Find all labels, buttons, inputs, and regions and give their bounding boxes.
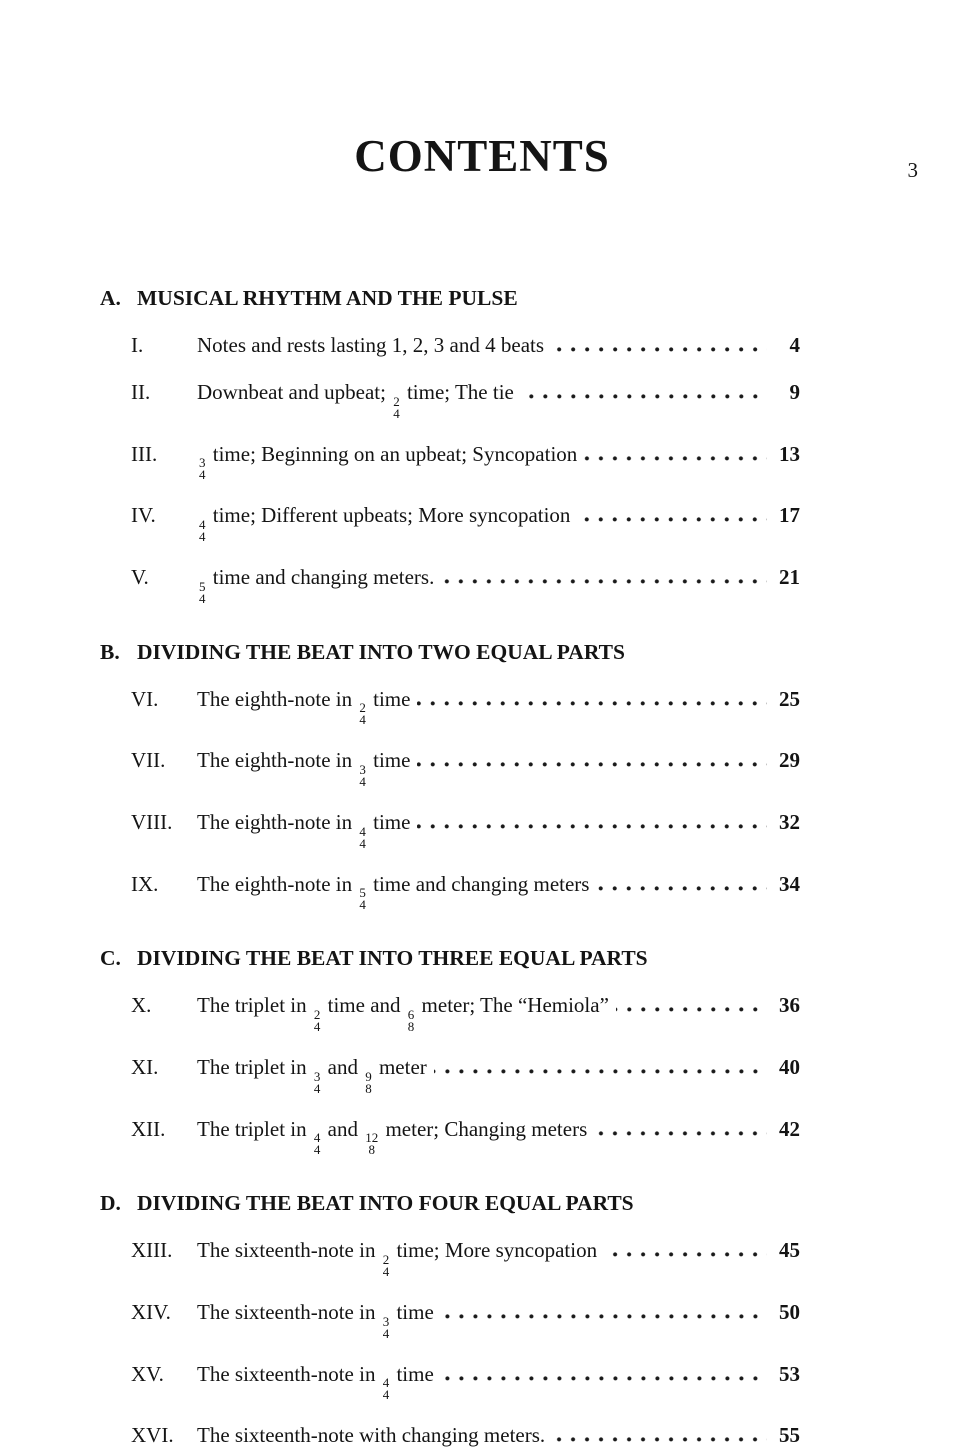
dot-leader bbox=[596, 886, 767, 891]
item-page-number: 50 bbox=[779, 1299, 800, 1324]
item-title: The triplet in 4 4 and 12 8 meter; Changing meters bbox=[197, 1116, 588, 1158]
item-title: The sixteenth-note in 3 4 time bbox=[197, 1299, 434, 1341]
item-page-number: 29 bbox=[779, 748, 800, 773]
section-label: D. bbox=[100, 1191, 121, 1216]
time-signature-fraction: 4 4 bbox=[382, 1375, 390, 1403]
dot-leader bbox=[616, 1007, 767, 1012]
item-numeral: III. bbox=[131, 441, 158, 466]
dot-leader bbox=[584, 456, 767, 461]
section-heading: MUSICAL RHYTHM AND THE PULSE bbox=[137, 286, 518, 310]
item-title: The eighth-note in 4 4 time bbox=[197, 809, 411, 851]
toc-item bbox=[100, 1117, 800, 1157]
item-title: The sixteenth-note in 4 4 time bbox=[197, 1361, 434, 1403]
item-page-number: 55 bbox=[779, 1423, 800, 1448]
toc-item bbox=[100, 810, 800, 850]
time-signature-fraction: 3 4 bbox=[199, 455, 206, 483]
item-title: The sixteenth-note in 2 4 time; More syncopation bbox=[197, 1238, 598, 1279]
item-numeral: I. bbox=[131, 333, 144, 357]
time-signature-fraction: 2 4 bbox=[382, 1251, 390, 1279]
dot-leader bbox=[441, 1376, 767, 1381]
item-title: The triplet in 2 4 time and 6 8 meter; The “Hemiola” bbox=[197, 993, 609, 1034]
toc-item bbox=[100, 687, 800, 727]
time-signature-fraction: 5 4 bbox=[359, 885, 366, 913]
item-page-number: 4 bbox=[789, 333, 800, 357]
toc-item bbox=[100, 503, 800, 543]
item-title: The eighth-note in 3 4 time bbox=[197, 748, 411, 789]
item-title: The eighth-note in 5 4 time and changing meters bbox=[197, 871, 590, 913]
item-title: 5 4 time and changing meters. bbox=[199, 564, 435, 606]
item-page-number: 21 bbox=[779, 564, 800, 589]
time-signature-fraction: 12 8 bbox=[365, 1130, 379, 1158]
dot-leader bbox=[521, 394, 767, 399]
item-numeral: V. bbox=[131, 564, 149, 589]
item-numeral: IV. bbox=[131, 503, 156, 528]
item-title: Downbeat and upbeat; 2 4 time; The tie bbox=[197, 380, 514, 421]
table-of-contents bbox=[100, 286, 800, 1448]
toc-item bbox=[100, 565, 800, 605]
toc-item bbox=[100, 1238, 800, 1278]
item-numeral: II. bbox=[131, 380, 151, 404]
dot-leader bbox=[417, 824, 767, 829]
toc-item bbox=[100, 1055, 800, 1095]
toc-section-c bbox=[100, 946, 800, 1156]
section-heading-row bbox=[100, 1191, 800, 1216]
item-page-number: 9 bbox=[789, 380, 800, 404]
dot-leader bbox=[441, 1314, 767, 1319]
dot-leader bbox=[441, 579, 767, 584]
section-label: B. bbox=[100, 639, 120, 664]
item-title: The triplet in 3 4 and 9 8 meter bbox=[197, 1054, 427, 1096]
dot-leader bbox=[434, 1069, 767, 1074]
item-page-number: 32 bbox=[779, 809, 800, 834]
time-signature-fraction: 4 4 bbox=[199, 517, 206, 545]
item-numeral: XI. bbox=[131, 1054, 159, 1079]
item-numeral: XIII. bbox=[131, 1238, 173, 1263]
toc-item bbox=[100, 993, 800, 1033]
item-page-number: 40 bbox=[779, 1054, 800, 1079]
time-signature-fraction: 4 4 bbox=[359, 823, 366, 851]
time-signature-fraction: 3 4 bbox=[313, 1068, 321, 1096]
toc-item bbox=[100, 872, 800, 912]
dot-leader bbox=[551, 347, 767, 352]
section-heading: DIVIDING THE BEAT INTO THREE EQUAL PARTS bbox=[137, 946, 648, 971]
dot-leader bbox=[552, 1437, 767, 1442]
section-label: A. bbox=[100, 286, 121, 310]
item-numeral: XII. bbox=[131, 1116, 166, 1141]
dot-leader bbox=[417, 701, 767, 706]
dot-leader bbox=[604, 1252, 767, 1257]
item-numeral: XIV. bbox=[131, 1299, 171, 1324]
section-heading: DIVIDING THE BEAT INTO FOUR EQUAL PARTS bbox=[137, 1191, 634, 1216]
time-signature-fraction: 5 4 bbox=[199, 578, 206, 606]
time-signature-fraction: 2 4 bbox=[359, 700, 366, 728]
page-number: 3 bbox=[907, 158, 918, 182]
toc-item bbox=[100, 333, 800, 358]
time-signature-fraction: 6 8 bbox=[407, 1007, 415, 1034]
item-numeral: VII. bbox=[131, 748, 166, 773]
contents-title: CONTENTS bbox=[354, 131, 610, 181]
item-page-number: 13 bbox=[779, 441, 800, 466]
item-numeral: X. bbox=[131, 993, 152, 1018]
time-signature-fraction: 3 4 bbox=[359, 762, 366, 789]
dot-leader bbox=[577, 517, 767, 522]
item-title: The eighth-note in 2 4 time bbox=[197, 686, 411, 728]
toc-item bbox=[100, 380, 800, 420]
item-page-number: 53 bbox=[779, 1361, 800, 1386]
item-title: 4 4 time; Different upbeats; More syncopation bbox=[199, 503, 571, 545]
item-title: 3 4 time; Beginning on an upbeat; Syncopation bbox=[199, 441, 578, 483]
section-heading-row bbox=[100, 640, 800, 665]
toc-section-b bbox=[100, 640, 800, 912]
time-signature-fraction: 3 4 bbox=[382, 1313, 390, 1341]
item-page-number: 42 bbox=[779, 1116, 800, 1141]
time-signature-fraction: 2 4 bbox=[393, 393, 400, 421]
item-numeral: VI. bbox=[131, 686, 159, 711]
item-title: The sixteenth-note with changing meters. bbox=[197, 1423, 546, 1448]
toc-item bbox=[100, 1423, 800, 1448]
item-page-number: 36 bbox=[779, 993, 800, 1018]
item-numeral: VIII. bbox=[131, 809, 173, 834]
time-signature-fraction: 2 4 bbox=[313, 1007, 321, 1034]
item-numeral: XV. bbox=[131, 1361, 164, 1386]
item-page-number: 25 bbox=[779, 686, 800, 711]
toc-section-a bbox=[100, 286, 800, 605]
section-label: C. bbox=[100, 946, 121, 971]
toc-item bbox=[100, 748, 800, 788]
section-heading-row bbox=[100, 286, 800, 311]
section-heading: DIVIDING THE BEAT INTO TWO EQUAL PARTS bbox=[137, 639, 625, 664]
item-page-number: 45 bbox=[779, 1238, 800, 1263]
item-page-number: 34 bbox=[779, 871, 800, 896]
dot-leader bbox=[417, 762, 767, 767]
item-page-number: 17 bbox=[779, 503, 800, 528]
toc-item bbox=[100, 1362, 800, 1402]
time-signature-fraction: 4 4 bbox=[313, 1130, 321, 1158]
section-heading-row bbox=[100, 946, 800, 971]
item-title: Notes and rests lasting 1, 2, 3 and 4 beats bbox=[197, 333, 545, 357]
toc-item bbox=[100, 442, 800, 482]
item-numeral: IX. bbox=[131, 871, 159, 896]
item-numeral: XVI. bbox=[131, 1423, 174, 1448]
time-signature-fraction: 9 8 bbox=[365, 1068, 372, 1096]
dot-leader bbox=[594, 1131, 767, 1136]
